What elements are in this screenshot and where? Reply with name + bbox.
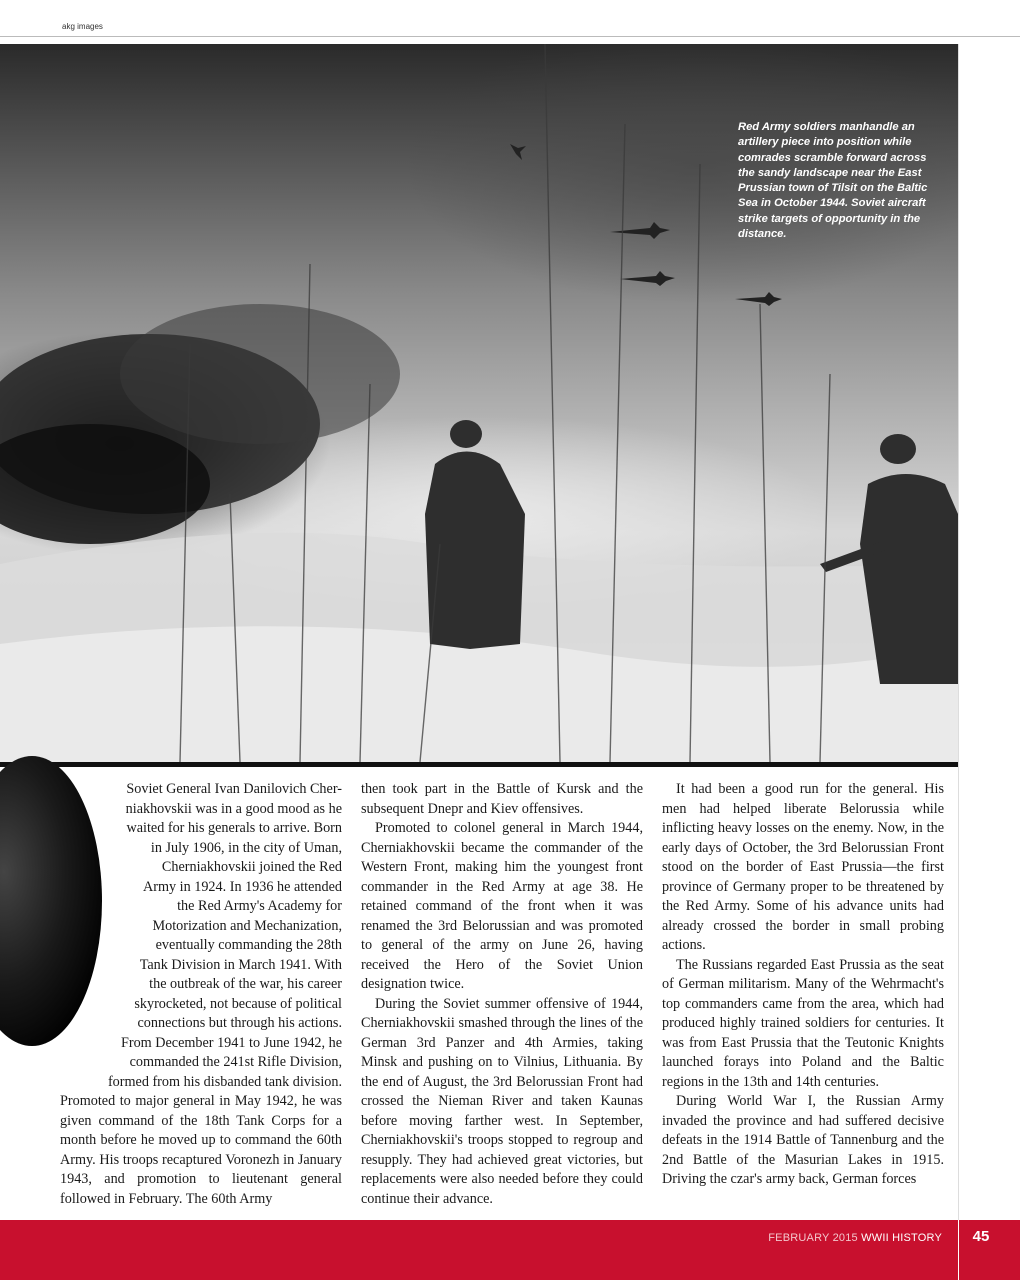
column1-line: Tank Division in March 1941. With xyxy=(139,956,342,973)
footer-separator xyxy=(958,1220,959,1280)
photo-caption: Red Army soldiers manhandle an artillery piece into position while comrades scramble forward across the sandy landscape near the East Prussian town of Tilsit on the Baltic Sea in October 1944. Soviet aircraft strike targets of opportunity in the distance. xyxy=(738,121,928,241)
article-column-1 xyxy=(60,780,342,1209)
column1-line: Army in 1924. In 1936 he attended xyxy=(143,878,342,895)
footer-folio xyxy=(768,1232,942,1244)
photo-bottom-rule xyxy=(0,762,958,767)
column1-line: in July 1906, in the city of Uman, xyxy=(150,839,342,856)
column1-line: waited for his generals to arrive. Born xyxy=(126,820,342,836)
column1-line: Soviet General Ivan Danilovich Cher- xyxy=(126,781,342,797)
column2-paragraph: then took part in the Battle of Kursk and the subsequent Dnepr and Kiev offensives. xyxy=(361,781,643,817)
column1-line: commanded the 241st Rifle Division, xyxy=(129,1054,342,1070)
column1-line: Cherniakhovskii joined the Red xyxy=(161,859,342,875)
credit-divider xyxy=(0,36,1020,37)
column2-paragraph: During the Soviet summer offensive of 1944, Cherniakhovskii smashed through the lines of the German 3rd Panzer and 4th Armies, taking Minsk and pushing on to Vilnius, Lithuania. By the end of August, the 3rd Belorussian Front had crossed the Nieman River and taken Kaunas before moving farther west. In September, Cherniakhovskii's troops stopped to regroup and resupply. They had achieved great victories, but replacements were also needed before they could continue their advance. xyxy=(361,995,643,1207)
column1-line: eventually commanding the 28th xyxy=(155,937,342,953)
column1-line: niakhovskii was in a good mood as he xyxy=(125,800,342,817)
column1-line: Motorization and Mechanization, xyxy=(152,917,342,934)
article-column-3 xyxy=(662,780,944,1190)
column1-line: the Red Army's Academy for xyxy=(177,898,342,914)
page-footer xyxy=(0,1220,1020,1280)
photo-credit: akg images xyxy=(62,22,103,31)
column1-line: skyrocketed, not because of political xyxy=(134,995,342,1012)
column3-paragraph: The Russians regarded East Prussia as the seat of German militarism. Many of the Wehrmacht's top commanders came from the area, which had produced highly trained soldiers for centuries. It was from East Prussia that the Teutonic Knights launched forays into Poland and the Baltic regions in the 13th and 14th centuries. xyxy=(662,956,944,1090)
page-margin xyxy=(958,44,1020,1220)
column1-paragraph: Promoted to major general in May 1942, he was given command of the 18th Tank Corps for a month before he moved up to command the 60th Army. His troops recaptured Voronezh in January 1943, and promotion to lieutenant general followed in February. The 60th Army xyxy=(60,1093,342,1207)
column1-line: From December 1941 to June 1942, he xyxy=(120,1034,342,1051)
issue-date: FEBRUARY 2015 xyxy=(768,1232,858,1244)
column3-paragraph: It had been a good run for the general. His men had helped liberate Belorussia while inflicting heavy losses on the enemy. Now, in the early days of October, the 3rd Belorussian Front stood on the border of East Prussia—the first province of Germany proper to be threatened by the Red Army. Some of his advance units had already crossed the border in small probing actions. xyxy=(662,781,944,953)
column1-line: connections but through his actions. xyxy=(137,1015,342,1031)
page-number: 45 xyxy=(972,1228,990,1245)
war-photograph xyxy=(0,44,958,762)
column2-paragraph: Promoted to colonel general in March 1944, Cherniakhovskii became the commander of the Western Front, making him the youngest front commander in the Red Army at age 38. He retained command of the front when it was renamed the 3rd Belorussian and was promoted to general of the army on June 26, having received the Hero of the Soviet Union designation twice. xyxy=(361,820,643,992)
column1-line: the outbreak of the war, his career xyxy=(149,976,342,992)
column1-line: formed from his disbanded tank division. xyxy=(107,1073,342,1090)
publication-name: WWII HISTORY xyxy=(861,1232,942,1244)
article-column-2 xyxy=(361,780,643,1209)
column3-paragraph: During World War I, the Russian Army invaded the province and had suffered decisive defeats in the 1914 Battle of Tannenburg and the 2nd Battle of the Masurian Lakes in 1915. Driving the czar's army back, German forces xyxy=(662,1093,944,1187)
